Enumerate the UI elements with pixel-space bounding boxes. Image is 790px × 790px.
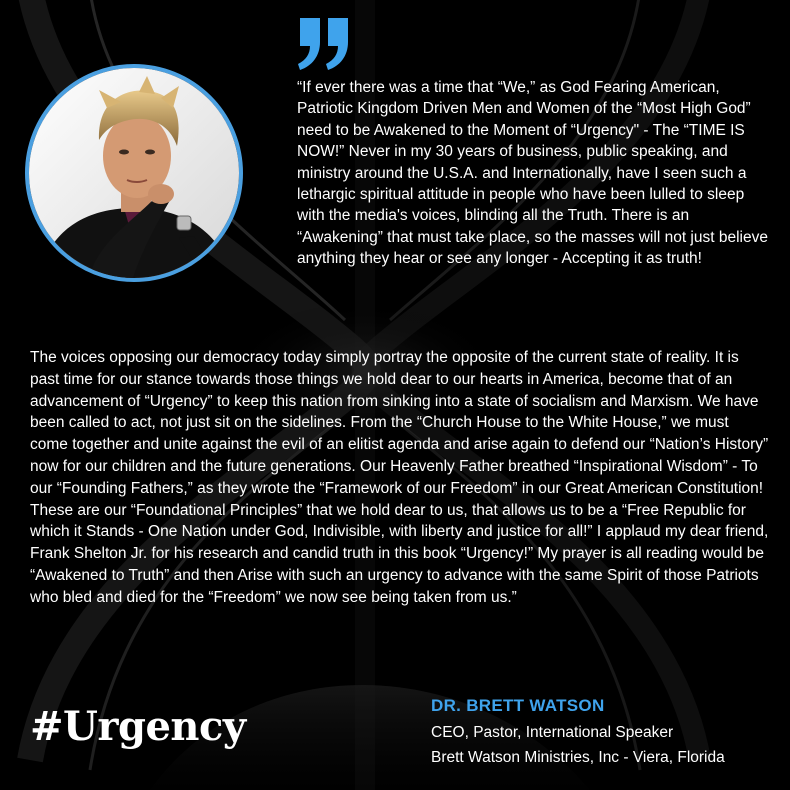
closing-double-quote-icon [296, 10, 352, 76]
hashtag-title: #Urgency [30, 703, 246, 750]
author-name: DR. BRETT WATSON [431, 696, 605, 715]
quote-intro-text: “If ever there was a time that “We,” as God Fearing American, Patriotic Kingdom Driven Men and Women of the “Most High God” need to be Awakened to the Moment of “Urgency" - The “TIME IS NOW!” Never in my 30 years of business, public speaking, and ministry around the U.S.A. and Internationally, have I seen such a lethargic spiritual attitude in people who have been lulled to sleep with the media's voices, blinding all the Truth. There is an “Awakening” that must take place, so the masses will not just believe anything they hear or see any longer - Accepting it as truth! [297, 79, 768, 268]
author-title: CEO, Pastor, International Speaker [431, 724, 674, 741]
author-photo [25, 64, 243, 282]
quote-body-text: The voices opposing our democracy today simply portray the opposite of the current state of reality. It is past time for our stance towards those things we hold dear to our hearts in America, become that of an advancement of “Urgency” to keep this nation from sinking into a state of socialism and Marxism. We have been called to act, not just sit on the sidelines. From the “Church House to the White House,” we must come together and unite against the evil of an elitist agenda and arise again to defend our “Nation’s History” now for our children and the future generations. Our Heavenly Father breathed “Inspirational Wisdom” - To our “Founding Fathers,” as they wrote the “Framework of our Freedom” in our Great American Constitution! These are our “Foundational Principles” that we hold dear to us, that allows us to be a “Free Republic for which it Stands - One Nation under God, Indivisible, with liberty and justice for all!” I applaud my dear friend, Frank Shelton Jr. for his research and candid truth in this book “Urgency!” My prayer is all reading would be “Awakened to Truth” and then Arise with such an urgency to advance with the same Spirit of those Patriots who bled and died for the “Freedom” we now see being taken from us.” [30, 349, 769, 606]
author-organization: Brett Watson Ministries, Inc - Viera, Florida [431, 749, 725, 766]
